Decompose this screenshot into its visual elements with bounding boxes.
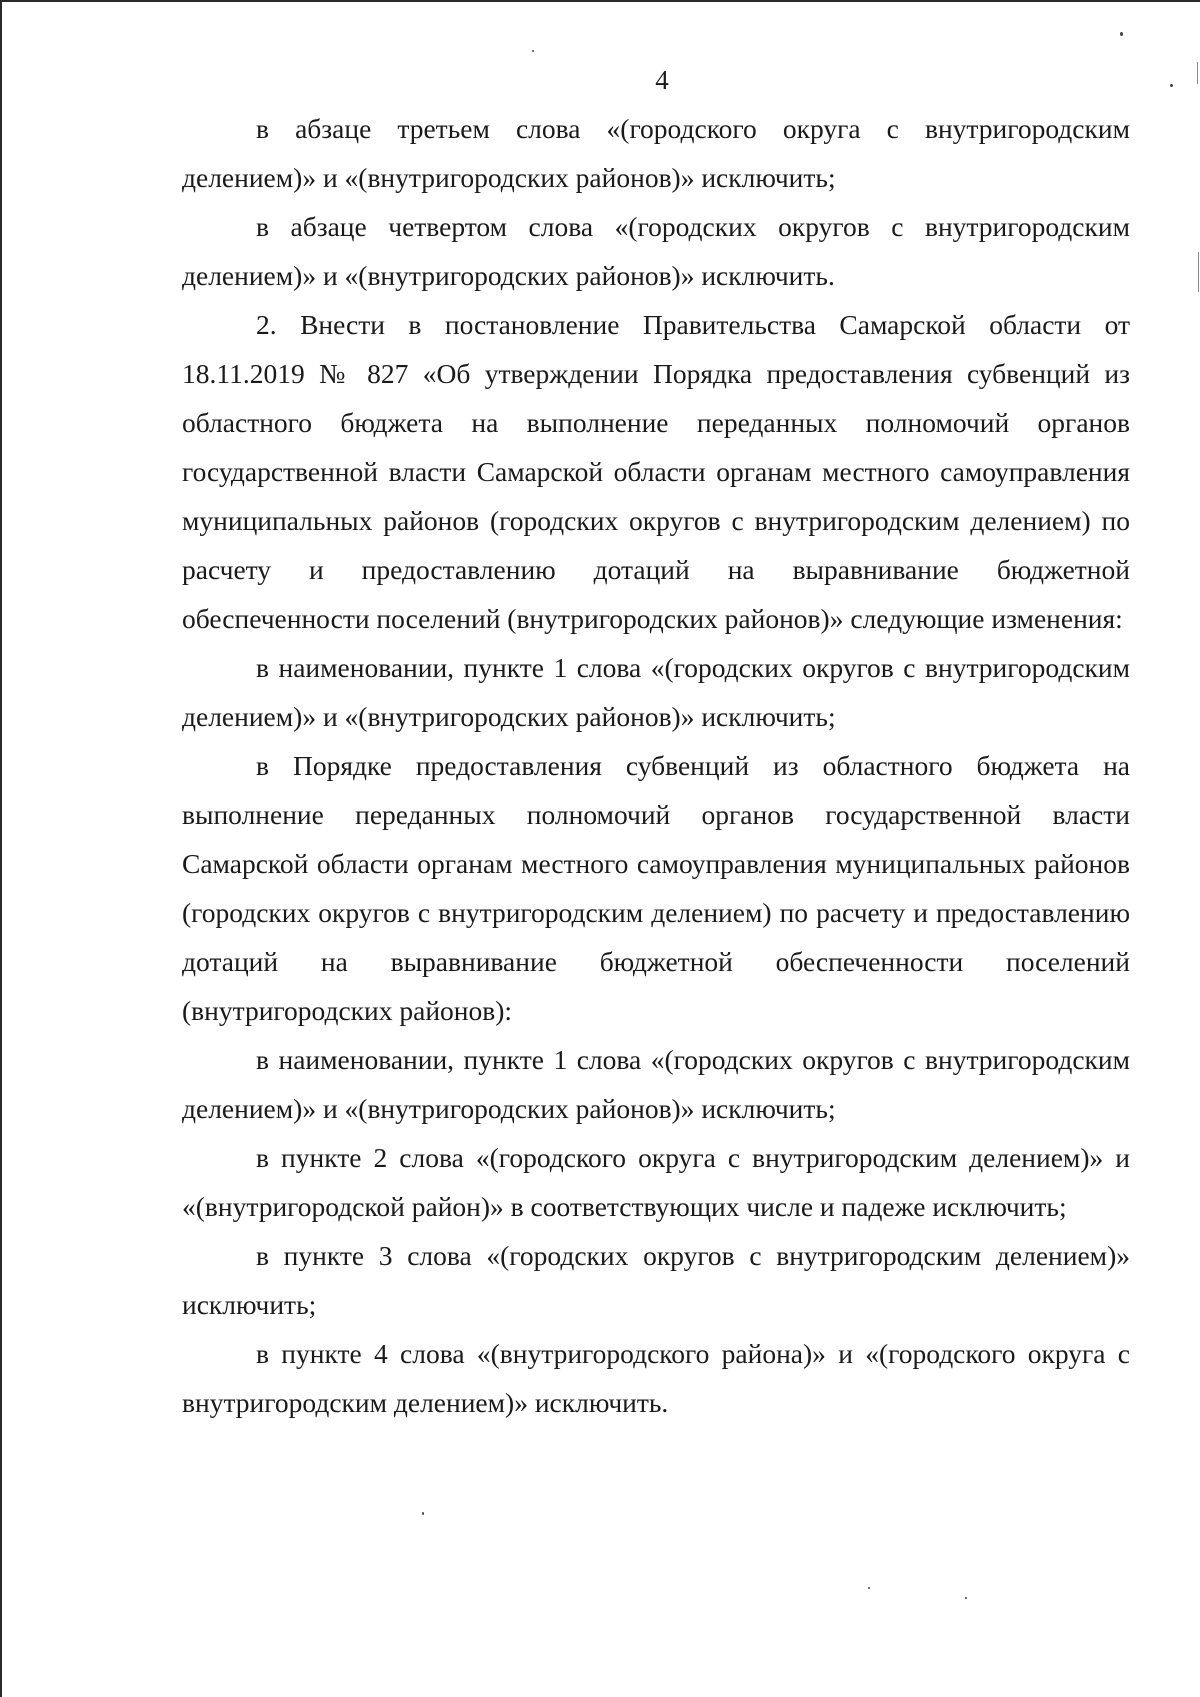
scan-speck	[532, 50, 534, 52]
paragraph-5: в Порядке предоставления субвенций из областного бюджета на выполнение переданных полномочий органов государственной власти Самарской области органам местного самоуправления муниципальных районов (городских округов с внутригородским делением) по расчету и предоставлению дотаций на выравнивание бюджетной обеспеченности поселений (внутригородских районов):	[182, 750, 1130, 1026]
scan-speck	[1120, 32, 1123, 36]
paragraph-7: в пункте 2 слова «(городского округа с внутригородским делением)» и «(внутригородской район)» в соответствующих числе и падеже исключить;	[182, 1142, 1130, 1222]
paragraph-1: в абзаце третьем слова «(городского округа с внутригородским делением)» и «(внутригородских районов)» исключить;	[182, 113, 1130, 193]
page-number: 4	[655, 65, 669, 95]
paragraph-3: 2. Внести в постановление Правительства Самарской области от 18.11.2019 № 827 «Об утверждении Порядка предоставления субвенций из областного бюджета на выполнение переданных полномочий органов государственной власти Самарской области органам местного самоуправления муниципальных районов (городских округов с внутригородским делением) по расчету и предоставлению дотаций на выравнивание бюджетной обеспеченности поселений (внутригородских районов)» следующие изменения:	[182, 309, 1130, 634]
scan-edge-line	[1197, 62, 1198, 84]
paragraph-6: в наименовании, пункте 1 слова «(городских округов с внутригородским делением)» и «(внутригородских районов)» исключить;	[182, 1044, 1130, 1124]
scan-edge-line	[1198, 252, 1199, 292]
paragraph-4: в наименовании, пункте 1 слова «(городских округов с внутригородским делением)» и «(внутригородских районов)» исключить;	[182, 652, 1130, 732]
paragraph-2: в абзаце четвертом слова «(городских округов с внутригородским делением)» и «(внутригородских районов)» исключить.	[182, 211, 1130, 291]
scan-speck	[1170, 84, 1173, 87]
paragraph-9: в пункте 4 слова «(внутригородского района)» и «(городского округа с внутригородским делением)» исключить.	[182, 1338, 1130, 1418]
scan-speck	[422, 1512, 424, 1515]
document-body	[182, 104, 1130, 1427]
paragraph-8: в пункте 3 слова «(городских округов с внутригородским делением)» исключить;	[182, 1240, 1130, 1320]
scan-speck	[965, 1597, 967, 1599]
scan-speck	[868, 1587, 870, 1589]
